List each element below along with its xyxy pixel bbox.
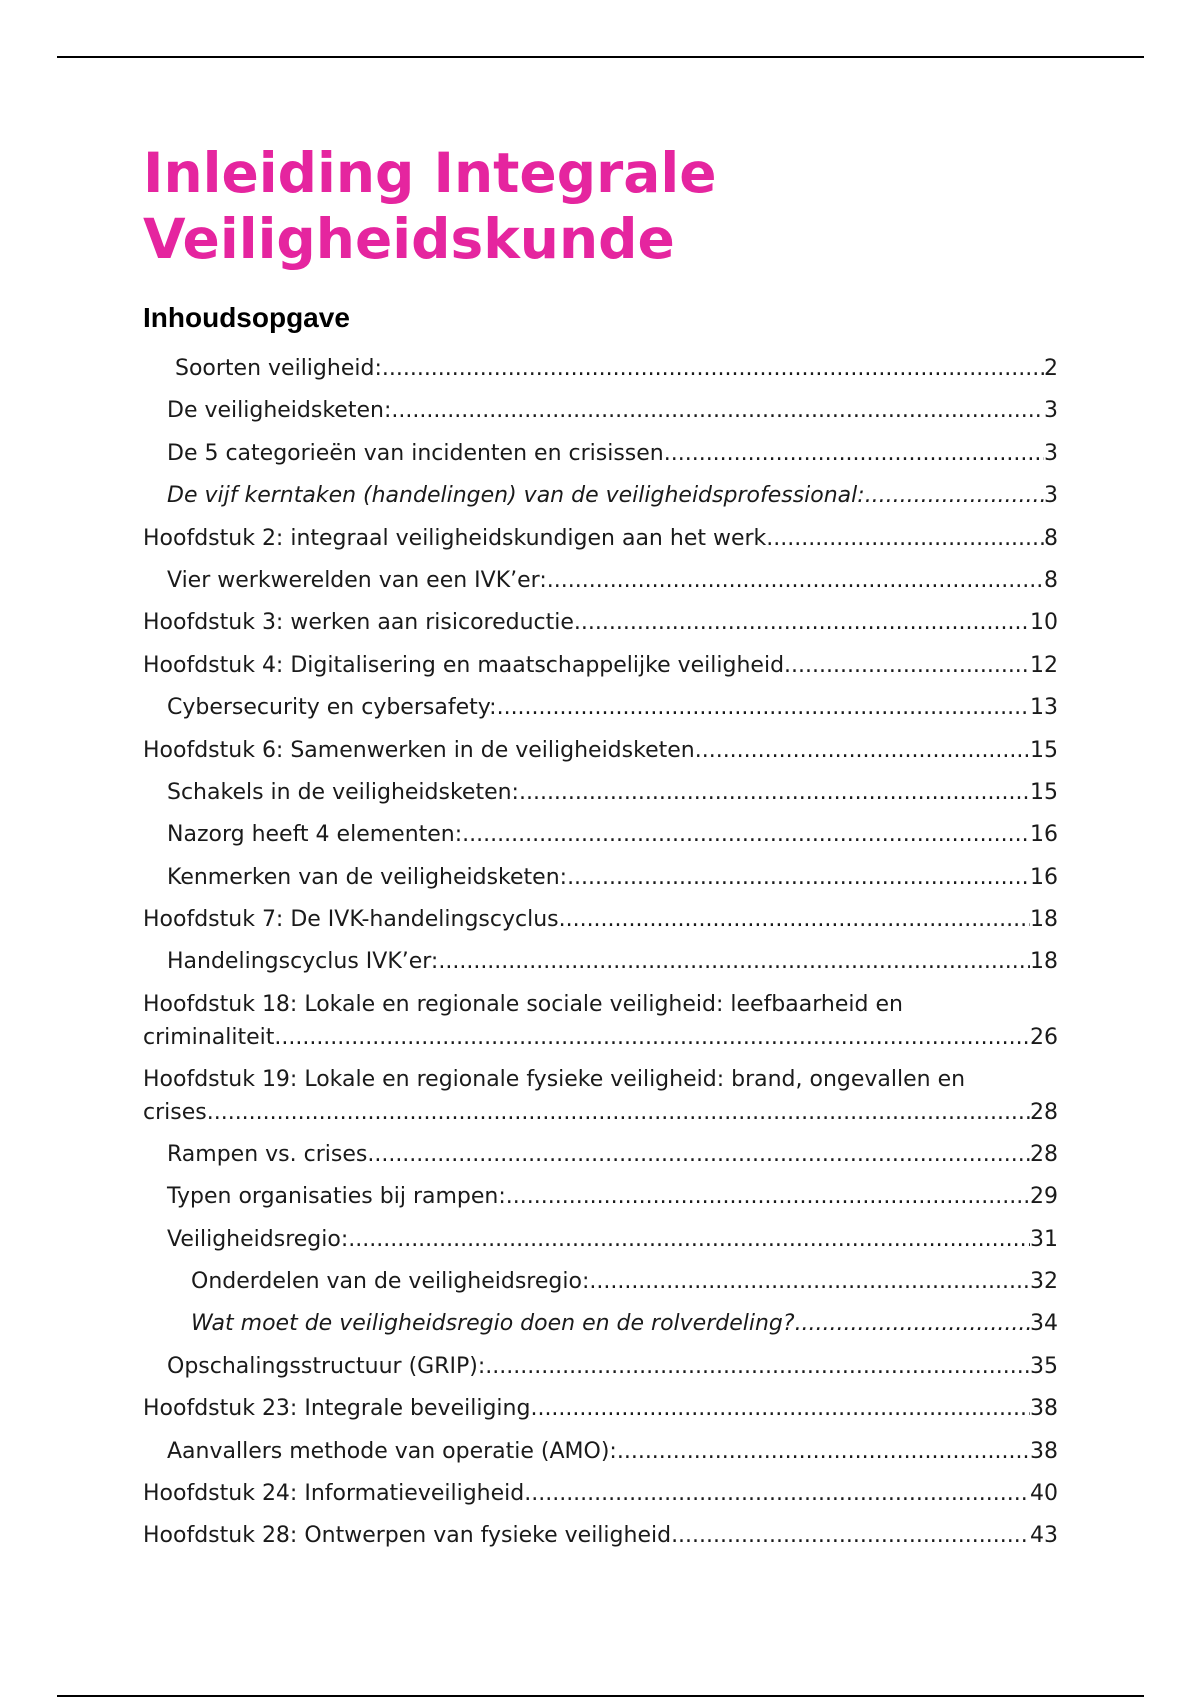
- toc-page-number: 38: [1030, 1438, 1058, 1464]
- document-title: [143, 140, 1043, 272]
- dot-leader: [506, 1176, 1030, 1218]
- dot-leader: [795, 1303, 1030, 1345]
- toc-entry-label: Aanvallers methode van operatie (AMO):: [167, 1438, 617, 1464]
- dot-leader: [348, 1219, 1030, 1261]
- toc-entry-label: De vijf kerntaken (handelingen) van de veiligheidsprofessional:: [167, 483, 865, 509]
- dot-leader: [519, 772, 1030, 814]
- toc-page-number: 8: [1044, 525, 1058, 551]
- toc-entry-label: Hoofdstuk 3: werken aan risicoreductie: [143, 610, 574, 636]
- toc-entry-label: Veiligheidsregio:: [167, 1226, 349, 1252]
- toc-entry-label: Schakels in de veiligheidsketen:: [167, 779, 519, 805]
- toc-page-number: 3: [1044, 440, 1058, 466]
- toc-heading: Inhoudsopgave: [143, 302, 350, 333]
- toc-page-number: 28: [1030, 1141, 1058, 1167]
- toc-entry[interactable]: [143, 814, 1058, 856]
- toc-page-number: 16: [1030, 864, 1058, 890]
- toc-entry[interactable]: [143, 772, 1058, 814]
- toc-page-number: 2: [1044, 356, 1058, 381]
- toc-entry-label: Onderdelen van de veiligheidsregio:: [191, 1269, 590, 1295]
- toc-entry-label: De 5 categorieën van incidenten en crisissen: [167, 440, 664, 466]
- toc-entry-label-line-2: criminaliteit: [143, 1024, 275, 1050]
- toc-chapter-entry[interactable]: [143, 1059, 1058, 1134]
- toc-entry-label: Handelingscyclus IVK’er:: [167, 949, 439, 975]
- toc-entry-label: Soorten veiligheid:: [175, 356, 382, 381]
- toc-entry[interactable]: [143, 857, 1058, 899]
- toc-entry-label-line-1: Hoofdstuk 18: Lokale en regionale sociale veiligheid: leefbaarheid en: [143, 991, 903, 1017]
- dot-leader: [524, 1473, 1030, 1515]
- toc-entry[interactable]: [143, 348, 1058, 390]
- toc-entry-line-2: [143, 1096, 1058, 1129]
- toc-entry-label: Typen organisaties bij rampen:: [167, 1184, 506, 1210]
- toc-entry-label: Hoofdstuk 28: Ontwerpen van fysieke veiligheid: [143, 1523, 672, 1549]
- toc-entry[interactable]: [143, 390, 1058, 432]
- dot-leader: [766, 518, 1044, 560]
- toc-page-number: 28: [1030, 1099, 1058, 1125]
- toc-entry-label: Opschalingsstructuur (GRIP):: [167, 1353, 486, 1379]
- toc-entry[interactable]: [143, 433, 1058, 475]
- toc-entry-label-line-2: crises: [143, 1099, 207, 1125]
- toc-subentry[interactable]: [143, 1303, 1058, 1345]
- dot-leader: [485, 1346, 1030, 1388]
- toc-subentry[interactable]: [143, 1261, 1058, 1303]
- toc-entry-label: Cybersecurity en cybersafety:: [167, 695, 497, 721]
- toc-page-number: 43: [1030, 1523, 1058, 1549]
- toc-page-number: 29: [1030, 1184, 1058, 1210]
- toc-page-number: 13: [1030, 695, 1058, 721]
- toc-entry-label: Nazorg heeft 4 elementen:: [167, 822, 463, 848]
- toc-page-number: 16: [1030, 822, 1058, 848]
- toc-page-number: 3: [1044, 398, 1058, 424]
- dot-leader: [559, 899, 1030, 941]
- dot-leader: [438, 941, 1030, 983]
- table-of-contents: [143, 348, 1058, 1558]
- toc-entry-label: Hoofdstuk 6: Samenwerken in de veiligheidsketen: [143, 737, 695, 763]
- toc-page-number: 18: [1030, 907, 1058, 933]
- dot-leader: [865, 475, 1044, 517]
- toc-page-number: 32: [1030, 1269, 1058, 1295]
- dot-leader: [617, 1431, 1030, 1473]
- dot-leader: [784, 645, 1030, 687]
- dot-leader: [664, 433, 1044, 475]
- toc-page-number: 34: [1030, 1311, 1058, 1337]
- toc-chapter-entry[interactable]: [143, 1388, 1058, 1430]
- toc-entry-line-2: [143, 1021, 1058, 1054]
- toc-entry-label: Rampen vs. crises: [167, 1141, 368, 1167]
- dot-leader: [462, 814, 1030, 856]
- dot-leader: [567, 857, 1030, 899]
- toc-entry-label: De veiligheidsketen:: [167, 398, 392, 424]
- toc-page-number: 38: [1030, 1396, 1058, 1422]
- toc-entry-label: Hoofdstuk 7: De IVK-handelingscyclus: [143, 907, 559, 933]
- document-title-line-1: Inleiding Integrale: [143, 141, 717, 205]
- toc-page-number: 40: [1030, 1480, 1058, 1506]
- toc-entry-label-line-1: Hoofdstuk 19: Lokale en regionale fysieke veiligheid: brand, ongevallen en: [143, 1066, 966, 1092]
- dot-leader: [671, 1515, 1030, 1557]
- dot-leader: [547, 560, 1044, 602]
- toc-entry[interactable]: [143, 1346, 1058, 1388]
- toc-chapter-entry[interactable]: [143, 899, 1058, 941]
- toc-page-number: 31: [1030, 1226, 1058, 1252]
- toc-entry-label: Hoofdstuk 4: Digitalisering en maatschappelijke veiligheid: [143, 652, 785, 678]
- dot-leader: [497, 687, 1030, 729]
- toc-page-number: 15: [1030, 737, 1058, 763]
- toc-entry[interactable]: [143, 687, 1058, 729]
- toc-chapter-entry[interactable]: [143, 1473, 1058, 1515]
- document-title-line-2: Veiligheidskunde: [143, 207, 675, 271]
- toc-entry[interactable]: [143, 941, 1058, 983]
- dot-leader: [695, 730, 1030, 772]
- toc-chapter-entry[interactable]: [143, 1515, 1058, 1557]
- toc-page-number: 18: [1030, 949, 1058, 975]
- toc-chapter-entry[interactable]: [143, 984, 1058, 1059]
- toc-entry-label: Wat moet de veiligheidsregio doen en de rolverdeling?: [191, 1311, 795, 1337]
- dot-leader: [274, 1021, 1030, 1054]
- toc-entry-label: Hoofdstuk 2: integraal veiligheidskundigen aan het werk: [143, 525, 767, 551]
- toc-page-number: 12: [1030, 652, 1058, 678]
- toc-entry[interactable]: [143, 1431, 1058, 1473]
- toc-entry-label: Kenmerken van de veiligheidsketen:: [167, 864, 568, 890]
- toc-page-number: 35: [1030, 1353, 1058, 1379]
- toc-entry[interactable]: [143, 475, 1058, 517]
- toc-entry-label: Hoofdstuk 24: Informatieveiligheid: [143, 1480, 525, 1506]
- toc-page-number: 15: [1030, 779, 1058, 805]
- header-rule: [57, 56, 1144, 58]
- toc-page-number: 10: [1030, 610, 1058, 636]
- toc-page-number: 26: [1030, 1024, 1058, 1050]
- dot-leader: [382, 348, 1044, 390]
- dot-leader: [574, 602, 1030, 644]
- toc-entry[interactable]: [143, 1219, 1058, 1261]
- footer-rule: [57, 1695, 1144, 1697]
- toc-entry[interactable]: [143, 1134, 1058, 1176]
- toc-chapter-entry[interactable]: [143, 730, 1058, 772]
- toc-chapter-entry[interactable]: [143, 518, 1058, 560]
- toc-entry[interactable]: [143, 1176, 1058, 1218]
- toc-page-number: 8: [1044, 567, 1058, 593]
- toc-entry[interactable]: [143, 560, 1058, 602]
- toc-entry-label: Vier werkwerelden van een IVK’er:: [167, 567, 547, 593]
- dot-leader: [391, 390, 1044, 432]
- dot-leader: [207, 1096, 1030, 1129]
- toc-chapter-entry[interactable]: [143, 602, 1058, 644]
- dot-leader: [367, 1134, 1030, 1176]
- toc-entry-label: Hoofdstuk 23: Integrale beveiliging: [143, 1396, 531, 1422]
- dot-leader: [589, 1261, 1030, 1303]
- toc-page-number: 3: [1044, 483, 1058, 509]
- toc-chapter-entry[interactable]: [143, 645, 1058, 687]
- dot-leader: [530, 1388, 1030, 1430]
